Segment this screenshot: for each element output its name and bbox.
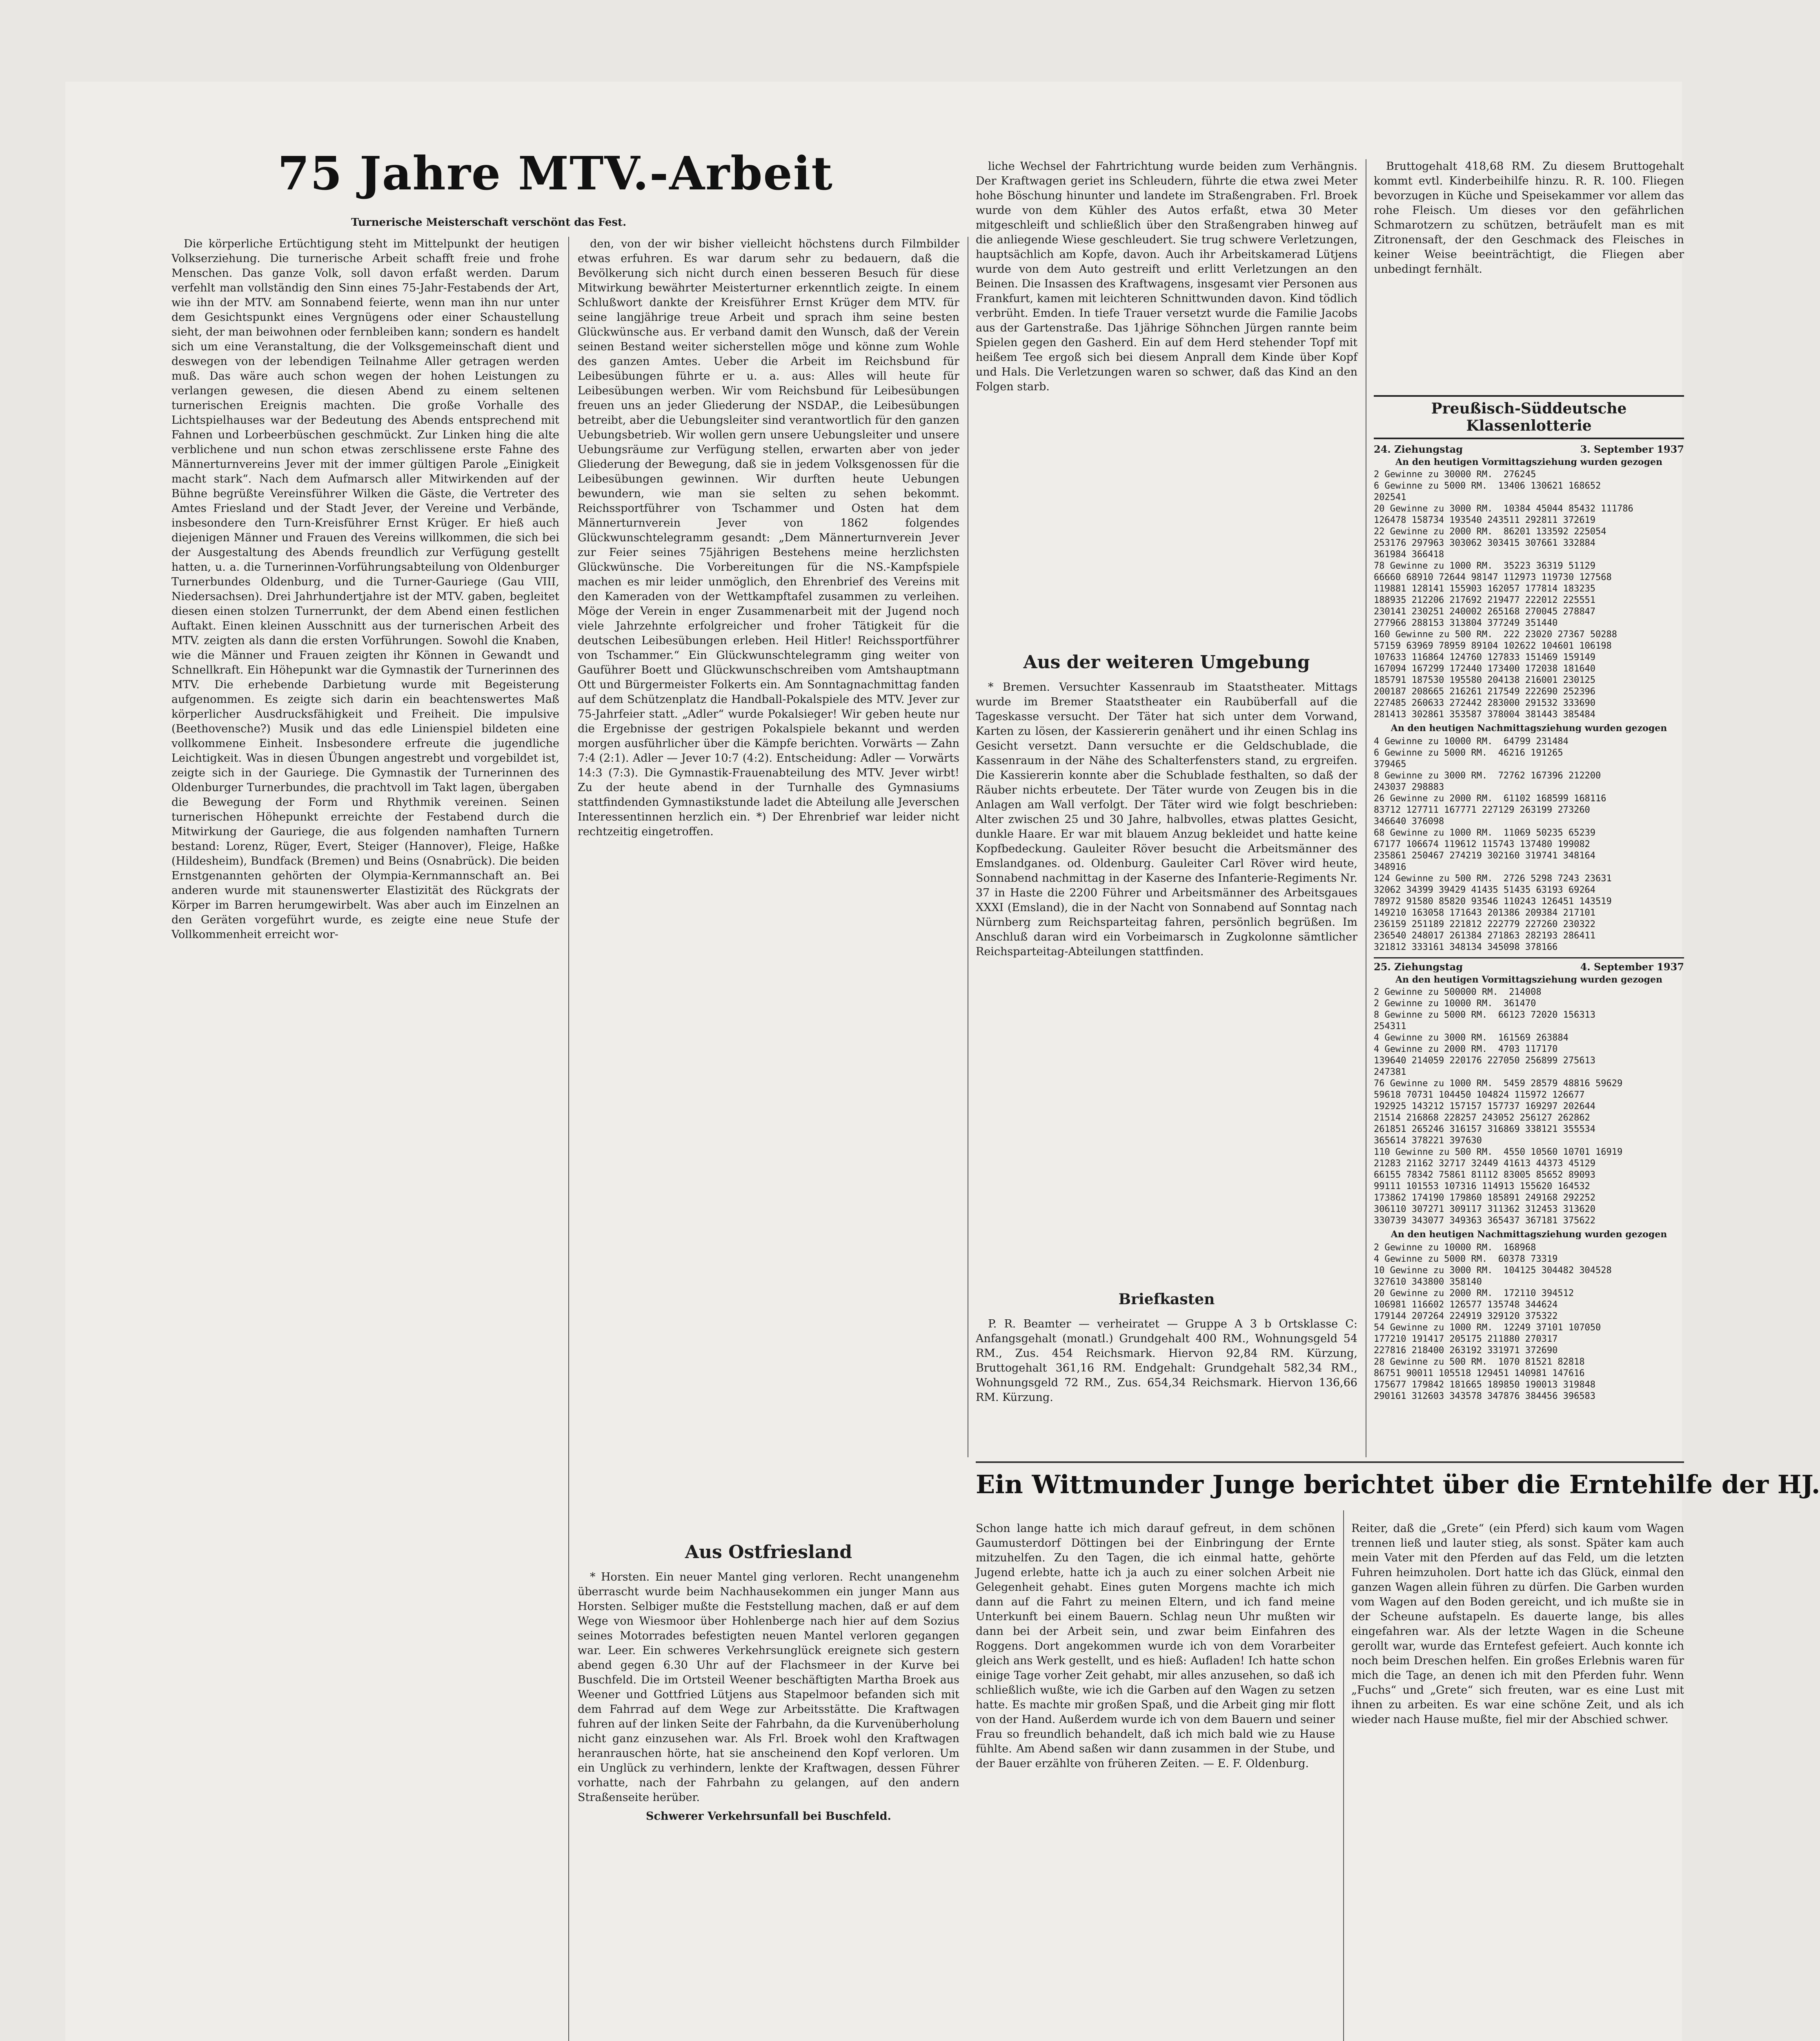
hj-headline: Ein Wittmunder Junge berichtet über die Erntehilfe der HJ. [976, 1470, 1820, 1499]
section-heading: Briefkasten [1118, 1291, 1215, 1308]
newspaper-page [65, 82, 1820, 2041]
lottery-day-label: 25. Ziehungstag [1374, 961, 1463, 973]
article-column-3 [976, 159, 1357, 637]
article-text: Die körperliche Ertüchtigung steht im Mittelpunkt der heutigen Volkserziehung. Die turnerische Arbeit schafft freie und frohe Menschen. Das ganze Volk, soll davon erfaßt werden. Darum verfehlt man vollständig den Sinn eines 75-Jahr-Festabends der Art, wie ihn der MTV. am Sonnabend feierte, wenn man ihn nur unter dem Gesichtspunkt eines Vergnügens oder einer Schaustellung sieht, der man beiwohnen oder fernbleiben kann; sondern es handelt sich um eine Veranstaltung, die der Volksgemeinschaft dient und deswegen von der lebendigen Teilnahme Aller getragen werden muß. Das wäre auch schon wegen der hohen Leistungen zu verlangen gewesen, die diesen Abend zu einem seltenen turnerischen Ereignis machten. Die große Vorhalle des Lichtspielhauses war der Bedeutung des Abends entsprechend mit Fahnen und Lorbeerbüschen geschmückt. Zur Linken hing die alte verblichene und nun schon etwas zerschlissene erste Fahne des Männerturnvereins Jever mit der immer gültigen Parole „Einigkeit macht stark“. Nach dem Aufmarsch aller Mitwirkenden auf der Bühne begrüßte Vereinsführer Wilken die Gäste, die Vertreter des Amtes Friesland und der Stadt Jever, der Vereine und Verbände, insbesondere den Turn-Kreisführer Ernst Krüger. Er hieß auch diejenigen Männer und Frauen des Vereins willkommen, die sich bei der Ausgestaltung des Abends freundlich zur Verfügung gestellt hatten, u. a. die Turnerinnen-Vorführungsabteilung von Oldenburger Turnerbundes Oldenburg, und die Turner-Gauriege (Gau VIII, Niedersachsen). Drei Jahrhundertjahre ist der MTV. gaben, begleitet diesen einen stolzen Turnerrunkt, der dem Abend einen festlichen Auftakt. Einen kleinen Ausschnitt aus der turnerischen Arbeit des MTV. zeigten als dann die ersten Vorführungen. Sowohl die Knaben, wie die Männer und Frauen zeigten ihr Können in Gewandt und Schnellkraft. Ein Höhepunkt war die Gymnastik der Turnerinnen des MTV. Die erhebende Darbietung wurde mit Begeisterung aufgenommen. Es zeigte sich darin ein beachtenswertes Maß körperlicher Ausdrucksfähigkeit und Freiheit. Die impulsive (Beethovensche?) Musik und das edle Linienspiel bildeten eine vollkommene Einheit. Insbesondere erfreute die jugendliche Leichtigkeit. Was in diesen Übungen angestrebt und vorgebildet ist, zeigte sich in der Gauriege. Die Gymnastik der Turnerinnen des Oldenburger Turnerbundes, die prachtvoll im Takt lagen, übergaben die Bewegung der Form und Rhythmik vereinen. Seinen turnerischen Höhepunkt erreichte der Festabend durch die Mitwirkung der Gauriege, die aus folgenden namhaften Turnern bestand: Lorenz, Rüger, Evert, Steiger (Hannover), Fleige, Haßke (Hildesheim), Bundfack (Bremen) und Beins (Osnabrück). Die beiden Ernstgenannten gehörten der Olympia-Kernmannschaft an. Bei anderen wurde mit staunenswerter Elastizität des Rückgrats der Körper im Barren herumgewirbelt. Was aber auch im Einzelnen an den Geräten vorgeführt wurde, es zeigte eine neue Stufe der Vollkommenheit erreicht wor- [171, 238, 559, 941]
lottery-title: Preußisch-Süddeutsche Klassenlotterie [1374, 395, 1684, 439]
article-column-1 [171, 237, 559, 2041]
hj-article-right [1351, 1510, 1684, 2041]
horizontal-rule [976, 1461, 1684, 1463]
article-column-4 [1374, 159, 1684, 388]
article-text: liche Wechsel der Fahrtrichtung wurde beiden zum Verhängnis. Der Kraftwagen geriet ins Schleudern, führte die etwa zwei Meter hohe Böschung hinunter und landete im Straßengraben. Frl. Broek wurde von dem Kühler des Autos erfaßt, etwa 30 Meter mitgeschleift und schließlich über den Straßengraben hinweg auf die anliegende Wiese geschleudert. Sie trug schwere Verletzungen, hauptsächlich am Kopfe, davon. Auch ihr Arbeitskamerad Lütjens wurde von dem Auto gestreift und erlitt Verletzungen an den Beinen. Die Insassen des Kraftwagens, insgesamt vier Personen aus Frankfurt, kamen mit leichteren Schnittwunden davon. Kind tödlich verbrüht. Emden. In tiefe Trauer versetzt wurde die Familie Jacobs aus der Gartenstraße. Das 1jährige Söhnchen Jürgen rannte beim Spielen gegen den Gasherd. Ein auf dem Herd stehender Topf mit heißem Tee ergoß sich bei diesem Anprall dem Kinde über Kopf und Hals. Die Verletzungen waren so schwer, daß das Kind an den Folgen starb. [976, 160, 1357, 393]
article-column-2 [578, 237, 959, 1523]
section-heading: Aus Ostfriesland [685, 1542, 852, 1563]
lottery-numbers: 2 Gewinne zu 10000 RM. 168968 4 Gewinne zu 5000 RM. 60378 73319 10 Gewinne zu 3000 RM. 104125 304482 304528 327610 343800 358140 20 Gewinne zu 2000 RM. 172110 394512 106981 116602 126577 135748 344624 179144 207264 224919 329120 375322 54 Gewinne zu 1000 RM. 12249 37101 107050 177210 191417 205175 211880 270317 227816 218400 263192 331971 372690 28 Gewinne zu 500 RM. 1070 81521 82818 86751 90011 105518 129451 140981 147616 175677 179842 181665 189850 190013 319848 290161 312603 343578 347876 384456 396583 [1374, 1243, 1612, 1401]
article-text: Bruttogehalt 418,68 RM. Zu diesem Bruttogehalt kommt evtl. Kinderbeihilfe hinzu. R. R. 100. Fliegen bevorzugen in Küche und Speisekammer vor allem das rohe Fleisch. Um dieses vor den gefährlichen Schmarotzern zu schützen, beträufelt man es mit Zitronensaft, der den Geschmack des Fleisches in keiner Weise beeinträchtigt, die Fliegen aber unbedingt fernhält. [1374, 160, 1684, 276]
lottery-day-label: 24. Ziehungstag [1374, 443, 1463, 455]
lottery-subheading: An den heutigen Vormittagsziehung wurden gezogen [1395, 974, 1662, 985]
briefkasten-section [976, 1282, 1357, 1457]
headline-title: 75 Jahre MTV.-Arbeit [278, 147, 833, 200]
column-divider [1343, 1510, 1344, 2041]
lottery-day-date: 3. September 1937 [1580, 443, 1684, 455]
lottery-day-header [1374, 957, 1684, 973]
column-divider [568, 237, 569, 2041]
headline-subtitle: Turnerische Meisterschaft verschönt das Fest. [351, 216, 627, 229]
ostfriesland-section [578, 1535, 959, 2041]
lottery-numbers: 4 Gewinne zu 10000 RM. 64799 231484 6 Gewinne zu 5000 RM. 46216 191265 379465 8 Gewinne zu 3000 RM. 72762 167396 212200 243037 298883 26 Gewinne zu 2000 RM. 61102 168599 168116 83712 127711 167771 227129 263199 273260 346640 376098 68 Gewinne zu 1000 RM. 11069 50235 65239 67177 106674 119612 115743 137480 199082 235861 250467 274219 302160 319741 348164 348916 124 Gewinne zu 500 RM. 2726 5298 7243 23631 32062 34399 39429 41435 51435 63193 69264 78972 91580 85820 93546 110243 126451 143519 149210 163058 171643 201386 209384 217101 236159 251189 221812 222779 227260 230322 236540 248017 261384 271863 282193 286411 321812 333161 348134 345098 378166 [1374, 736, 1612, 952]
article-text: den, von der wir bisher vielleicht höchstens durch Filmbilder etwas erfuhren. Es war darum sehr zu bedauern, daß die Bevölkerung sich nicht durch einen besseren Besuch für diese Mitwirkung bewährter Meisterturner erkenntlich zeigte. In einem Schlußwort dankte der Kreisführer Ernst Krüger dem MTV. für seine langjährige treue Arbeit und sprach ihm seine besten Glückwünsche aus. Er verband damit den Wunsch, daß der Verein seinen Bestand weiter sicherstellen möge und könne zum Wohle des ganzen Amtes. Ueber die Arbeit im Reichsbund für Leibesübungen führte er u. a. aus: Alles will heute für Leibesübungen werben. Wir vom Reichsbund für Leibesübungen freuen uns an jeder Gliederung der NSDAP., die Leibesübungen betreibt, aber die Uebungsleiter sind verantwortlich für den ganzen Uebungsbetrieb. Wir wollen gern unsere Uebungsleiter und unsere Uebungsräume zur Verfügung stellen, erwarten aber von jeder Gliederung der Bewegung, daß sie in jedem Volksgenossen für die Leibesübungen gewinnen. Wir durften heute Uebungen bewundern, wie man sie selten zu sehen bekommt. Reichssportführer von Tschammer und Osten hat dem Männerturnverein Jever von 1862 folgendes Glückwunschtelegramm gesandt: „Dem Männerturnverein Jever zur Feier seines 75jährigen Bestehens meine herzlichsten Glückwünsche. Die Vorbereitungen für die NS.-Kampfspiele machen es mir leider unmöglich, den Ehrenbrief des Vereins mit den Kameraden von der Wettkampftafel zusammen zu verleihen. Möge der Verein in enger Zusammenarbeit mit der Jugend noch viele Jahrzehnte erfolgreicher und froher Tätigkeit für die deutschen Leibesübungen erleben. Heil Hitler! Reichssportführer von Tschammer.“ Ein Glückwunschtelegramm ging weiter von Gauführer Boett und Glückwunschschreiben vom Amtshauptmann Ott und Bürgermeister Folkerts ein. Am Sonntagnachmittag fanden auf dem Schützenplatz die Handball-Pokalspiele des MTV. Jever zur 75-Jahrfeier statt. „Adler“ wurde Pokalsieger! Wir geben heute nur die Ergebnisse der gestrigen Pokalspiele bekannt und werden morgen ausführlicher über die Kämpfe berichten. Vorwärts — Zahn 7:4 (2:1). Adler — Jever 10:7 (4:2). Entscheidung: Adler — Vorwärts 14:3 (7:3). Die Gymnastik-Frauenabteilung des MTV. Jever wirbt! Zu der heute abend in der Turnhalle des Gymnasiums stattfindenden Gymnastikstunde ladet die Abteilung alle Jeverschen Interessentinnen herzlich ein. *) Der Ehrenbrief war leider nicht rechtzeitig eingetroffen. [578, 238, 959, 838]
subheading: Schwerer Verkehrsunfall bei Buschfeld. [646, 1810, 891, 1823]
lottery-day-header [1374, 443, 1684, 455]
article-text: * Horsten. Ein neuer Mantel ging verloren. Recht unangenehm überrascht wurde beim Nachhausekommen ein junger Mann aus Horsten. Selbiger mußte die Feststellung machen, daß er auf dem Wege von Wiesmoor über Hohlenberge nach hier auf dem Sozius seines Motorrades befestigten neuen Mantel verloren gegangen war. Leer. Ein schweres Verkehrsunglück ereignete sich gestern abend gegen 6.30 Uhr auf der Flachsmeer in der Kurve bei Buschfeld. Die im Ortsteil Weener beschäftigten Martha Broek aus Weener und Gottfried Lütjens aus Stapelmoor befanden sich mit dem Fahrrad auf dem Wege zur Arbeitsstätte. Die Kraftwagen fuhren auf der linken Seite der Fahrbahn, da die Kurvenüberholung nicht ganz einzusehen war. Als Frl. Broek wohl den Kraftwagen heranrauschen hörte, hat sie anscheinend den Kopf verloren. Um ein Unglück zu verhindern, lenkte der Kraftwagen, dessen Führer vorhatte, nach der Fahrbahn zu gelangen, auf den andern Straßenseite herüber. [578, 1571, 959, 1804]
lottery-subheading: An den heutigen Nachmittagsziehung wurden gezogen [1391, 1229, 1667, 1240]
article-text: * Bremen. Versuchter Kassenraub im Staatstheater. Mittags wurde im Bremer Staatstheater ein Raubüberfall auf die Tageskasse versucht. Der Täter hat sich unter dem Vorwand, Karten zu lösen, der Kassiererin genähert und ihr einen Schlag ins Gesicht versetzt. Dann versuchte er die Geldschublade, die Kassenraum in der Nähe des Schalterfensters stand, zu ergreifen. Die Kassiererin konnte aber die Schublade festhalten, so daß der Räuber nichts erbeutete. Der Täter wurde von Zeugen bis in die Anlagen am Wall verfolgt. Der Täter wird wie folgt beschrieben: Alter zwischen 25 und 30 Jahre, halbvolles, etwas plattes Gesicht, dunkle Haare. Er war mit blauem Anzug bekleidet und hatte keine Kopfbedeckung. Gauleiter Röver besucht die Arbeitsmänner des Emslandganes. od. Oldenburg. Gauleiter Carl Röver wird heute, Sonnabend nachmittag in der Kaserne des Infanterie-Regiments Nr. 37 in Haste die 2200 Führer und Arbeitsmänner des Arbeitsgaues XXXI (Emsland), die in der Nacht von Sonnabend auf Sonntag nach Nürnberg zum Reichsparteitag fahren, persönlich begrüßen. Im Anschluß daran wird ein Vorbeimarsch in Zugkolonne sämtlicher Reichsparteitag-Abteilungen stattfinden. [976, 681, 1357, 958]
lottery-numbers: 2 Gewinne zu 30000 RM. 276245 6 Gewinne zu 5000 RM. 13406 130621 168652 202541 20 Gewinne zu 3000 RM. 10384 45044 85432 111786 126478 158734 193540 243511 292811 372619 22 Gewinne zu 2000 RM. 86201 133592 225054 253176 297963 303062 303415 307661 332884 361984 366418 78 Gewinne zu 1000 RM. 35223 36319 51129 66660 68910 72644 98147 112973 119730 127568 119881 128141 155903 162057 177814 183235 188935 212206 217692 219477 222012 225551 230141 230251 240002 265168 270045 278847 277966 288153 313804 377249 351440 160 Gewinne zu 500 RM. 222 23020 27367 50288 57159 63969 78959 89104 102622 104601 106198 107633 116864 124760 127833 151469 159149 167094 167299 172440 173400 172038 181640 185791 187530 195580 204138 216001 230125 200187 208665 216261 217549 222690 252396 227485 260633 272442 283000 291532 333690 281413 302861 353587 378004 381443 385484 [1374, 469, 1633, 720]
lottery-subheading: An den heutigen Nachmittagsziehung wurden gezogen [1391, 723, 1667, 734]
hj-article-left [976, 1510, 1335, 2041]
lottery-subheading: An den heutigen Vormittagsziehung wurden gezogen [1395, 457, 1662, 467]
article-text: P. R. Beamter — verheiratet — Gruppe A 3 b Ortsklasse C: Anfangsgehalt (monatl.) Grundgehalt 400 RM., Wohnungsgeld 54 RM., Zus. 454 Reichsmark. Hiervon 92,84 RM. Kürzung, Bruttogehalt 361,16 RM. Endgehalt: Grundgehalt 582,34 RM., Wohnungsgeld 72 RM., Zus. 654,34 Reichsmark. Hiervon 136,66 RM. Kürzung. [976, 1318, 1357, 1404]
article-text: Schon lange hatte ich mich darauf gefreut, in dem schönen Gaumusterdorf Döttingen bei der Einbringung der Ernte mitzuhelfen. Zu den Tagen, die ich einmal hatte, gehörte Jugend erlebte, hatte ich ja auch zu einer solchen Arbeit nie Gelegenheit gehabt. Eines guten Morgens machte ich mich dann auf die Fahrt zu meinen Eltern, und ich fand meine Unterkunft bei einem Bauern. Schlag neun Uhr mußten wir dann bei der Arbeit sein, und zwar beim Einfahren des Roggens. Dort angekommen wurde ich von dem Vorarbeiter gleich ans Werk gestellt, und es hieß: Aufladen! Ich hatte schon einige Tage vorher Zeit gehabt, mir alles anzusehen, so daß ich schließlich wußte, wie ich die Garben auf den Wagen zu setzen hatte. Es machte mir großen Spaß, und die Arbeit ging mir flott von der Hand. Außerdem wurde ich von dem Bauern und seiner Frau so freundlich behandelt, daß ich mich bald wie zu Hause fühlte. Am Abend saßen wir dann zusammen in der Stube, und der Bauer erzählte von früheren Zeiten. — E. F. Oldenburg. [976, 1522, 1335, 1770]
section-heading: Aus der weiteren Umgebung [1023, 652, 1310, 673]
weitere-umgebung-section [976, 645, 1357, 1274]
lottery-day-date: 4. September 1937 [1580, 961, 1684, 973]
article-text: Reiter, daß die „Grete“ (ein Pferd) sich kaum vom Wagen trennen ließ und lauter stieg, als sonst. Später kam auch mein Vater mit den Pferden auf das Feld, um die letzten Fuhren heimzuholen. Dort hatte ich das Glück, einmal den ganzen Wagen allein führen zu dürfen. Die Garben wurden vom Wagen auf den Boden gereicht, und ich mußte sie in der Scheune aufstapeln. Es dauerte lange, bis alles eingefahren war. Als der letzte Wagen in die Scheune gerollt war, wurde das Erntefest gefeiert. Auch konnte ich noch beim Dreschen helfen. Ein großes Erlebnis waren für mich die Tage, an denen ich mit den Pferden fuhr. Wenn „Fuchs“ und „Grete“ sich freuten, war es eine Lust mit ihnen zu arbeiten. Es war eine schöne Zeit, und als ich wieder nach Hause mußte, fiel mir der Abschied schwer. [1351, 1522, 1684, 1726]
lottery-numbers: 2 Gewinne zu 500000 RM. 214008 2 Gewinne zu 10000 RM. 361470 8 Gewinne zu 5000 RM. 66123 72020 156313 254311 4 Gewinne zu 3000 RM. 161569 263884 4 Gewinne zu 2000 RM. 4703 117170 139640 214059 220176 227050 256899 275613 247381 76 Gewinne zu 1000 RM. 5459 28579 48816 59629 59618 70731 104450 104824 115972 126677 192925 143212 157157 157737 169297 202644 21514 216868 228257 243052 256127 262862 261851 265246 316157 316869 338121 355534 365614 378221 397630 110 Gewinne zu 500 RM. 4550 10560 10701 16919 21283 21162 32717 32449 41613 44373 45129 66155 78342 75861 81112 83005 85652 89093 99111 101553 107316 114913 155620 164532 173862 174190 179860 185891 249168 292252 306110 307271 309117 311362 312453 313620 330739 343077 349363 365437 367181 375622 [1374, 987, 1623, 1226]
lottery-section [1374, 392, 1684, 1457]
